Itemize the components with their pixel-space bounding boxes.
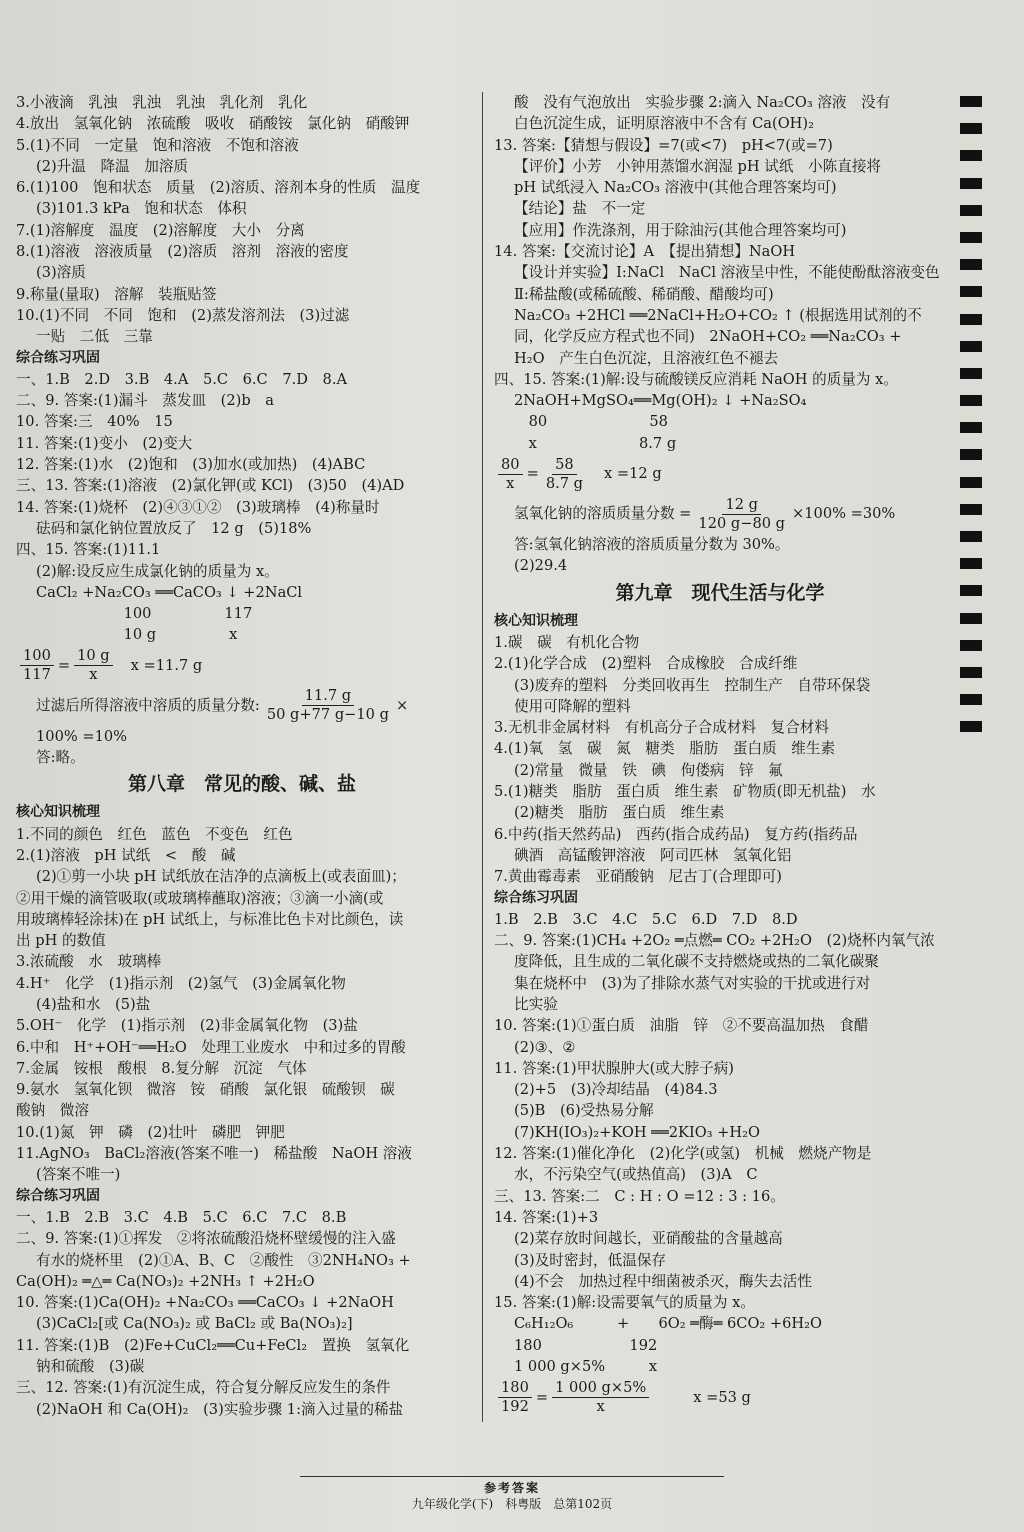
answer-line: 9.称量(量取) 溶解 装瓶贴签 (16, 285, 217, 303)
answer-line: 1.不同的颜色 红色 蓝色 不变色 红色 (16, 825, 293, 843)
answer-line: (2)③、② (514, 1038, 576, 1056)
answer-line: 1.碳 碳 有机化合物 (494, 633, 640, 651)
registration-mark (960, 667, 982, 678)
answer-line: 一贴 二低 三靠 (36, 328, 153, 346)
fraction-equation: $\frac{100}{117}$ = $\frac{10 g}{x}$ x =11.7 g (16, 646, 468, 686)
answer-line: 砝码和氯化钠位置放反了 12 g (5)18% (36, 519, 312, 537)
answer-line: 5.OH⁻ 化学 (1)指示剂 (2)非金属氧化物 (3)盐 (16, 1017, 358, 1035)
registration-mark (960, 531, 982, 542)
answer-line: (2)糖类 脂肪 蛋白质 维生素 (514, 804, 725, 822)
registration-mark (960, 341, 982, 352)
answer-line: 9.氨水 氢氧化钡 微溶 铵 硝酸 氯化银 硫酸钡 碳 (16, 1081, 395, 1099)
answer-line: 酸 没有气泡放出 实验步骤 2:滴入 Na₂CO₃ 溶液 没有 (514, 94, 891, 111)
answer-line: 6.中和 H⁺+OH⁻══H₂O 处理工业废水 中和过多的胃酸 (16, 1038, 406, 1056)
section-heading: 综合练习巩固 (16, 349, 100, 366)
answer-line: CaCl₂ +Na₂CO₃ ══CaCO₃ ↓ +2NaCl (36, 583, 303, 601)
answer-line: 用玻璃棒轻涂抹)在 pH 试纸上，与标准比色卡对比颜色，读 (16, 910, 404, 928)
answer-line: 7.金属 铵根 酸根 8.复分解 沉淀 气体 (16, 1059, 307, 1077)
answer-line: (3)及时密封，低温保存 (514, 1251, 667, 1269)
equation-result: x =11.7 g (130, 657, 203, 675)
registration-mark (960, 613, 982, 624)
answer-line: 度降低，且生成的二氧化碳不支持燃烧或热的二氧化碳聚 (514, 953, 879, 971)
answer-line: pH 试纸浸入 Na₂CO₃ 溶液中(其他合理答案均可) (514, 179, 837, 197)
answer-line: 7.黄曲霉毒素 亚硝酸钠 尼古丁(合理即可) (494, 868, 783, 886)
fraction-numerator: 180 (498, 1379, 532, 1398)
right-column (494, 92, 946, 1417)
answer-line: 1.B 2.B 3.C 4.C 5.C 6.D 7.D 8.D (494, 910, 798, 928)
answer-line: 一、1.B 2.B 3.C 4.B 5.C 6.C 7.C 8.B (16, 1208, 347, 1226)
answer-line: (答案不唯一) (36, 1166, 121, 1184)
fraction-numerator: 80 (498, 456, 523, 475)
answer-line: 三、12. 答案:(1)有沉淀生成，符合复分解反应发生的条件 (16, 1379, 391, 1397)
answer-line: 【评价】小芳 小钟用蒸馏水润湿 pH 试纸 小陈直接将 (514, 157, 882, 175)
registration-mark (960, 449, 982, 460)
answer-line: 【结论】盐 不一定 (514, 200, 646, 218)
answer-line: (2)+5 (3)冷却结晶 (4)84.3 (514, 1081, 718, 1099)
answer-line: (3)溶质 (36, 264, 86, 282)
fraction-numerator: 58 (552, 456, 577, 475)
registration-mark (960, 504, 982, 515)
chapter-title: 第九章 现代生活与化学 (615, 581, 825, 604)
registration-mark (960, 286, 982, 297)
registration-mark (960, 368, 982, 379)
left-column (16, 92, 468, 1420)
answer-line: 11. 答案:(1)变小 (2)变大 (16, 434, 193, 452)
answer-line: (3)废弃的塑料 分类回收再生 控制生产 自带环保袋 (514, 676, 871, 694)
answer-line: 3.浓硫酸 水 玻璃棒 (16, 953, 162, 971)
registration-mark (960, 585, 982, 596)
answer-line: 6.(1)100 饱和状态 质量 (2)溶质、溶剂本身的性质 温度 (16, 179, 421, 197)
answer-line: 集在烧杯中 (3)为了排除水蒸气对实验的干扰或进行对 (514, 974, 871, 992)
answer-line: 2NaOH+MgSO₄══Mg(OH)₂ ↓ +Na₂SO₄ (514, 392, 807, 410)
page-footer (0, 1480, 1024, 1512)
answer-line: (2)NaOH 和 Ca(OH)₂ (3)实验步骤 1:滴入过量的稀盐 (36, 1400, 404, 1418)
answer-line: 3.小液滴 乳浊 乳浊 乳浊 乳化剂 乳化 (16, 94, 308, 111)
fraction-denominator: x (89, 666, 98, 684)
answer-line: 有水的烧杯里 (2)①A、B、C ②酸性 ③2NH₄NO₃ + (36, 1251, 411, 1269)
fraction-denominator: 192 (501, 1397, 529, 1415)
answer-line: 10. 答案:(1)Ca(OH)₂ +Na₂CO₃ ══CaCO₃ ↓ +2NaOH (16, 1294, 394, 1312)
fraction-numerator: 100 (20, 647, 54, 666)
fraction-equation: $\frac{80}{x}$ = $\frac{58}{8.7 g}$ x =12 g (494, 454, 946, 494)
registration-mark (960, 477, 982, 488)
registration-mark (960, 123, 982, 134)
answer-line: (2)解:设反应生成氯化钠的质量为 x。 (36, 562, 279, 580)
answer-line: 一、1.B 2.D 3.B 4.A 5.C 6.C 7.D 8.A (16, 370, 347, 388)
fraction-equation: $\frac{180}{192}$ = $\frac{1 000 g\times 5\%}{x}$ x =53 g (494, 1377, 946, 1417)
fraction-equation (494, 494, 946, 534)
answer-line: 2.(1)溶液 pH 试纸 < 酸 碱 (16, 846, 236, 864)
registration-mark (960, 640, 982, 651)
answer-line: 14. 答案:(1)+3 (494, 1208, 599, 1226)
answer-line: 白色沉淀生成，证明原溶液中不含有 Ca(OH)₂ (514, 115, 814, 133)
answer-line: 180 192 (514, 1336, 658, 1354)
footer-title: 参考答案 (483, 1481, 540, 1495)
answer-line: Ⅱ:稀盐酸(或稀硫酸、稀硝酸、醋酸均可) (514, 285, 774, 303)
answer-line: 7.(1)溶解度 温度 (2)溶解度 大小 分离 (16, 221, 305, 239)
answer-line: 【设计并实验】Ⅰ:NaCl NaCl 溶液呈中性，不能使酚酞溶液变色 (514, 264, 940, 282)
answer-line: (3)101.3 kPa 饱和状态 体积 (36, 200, 247, 218)
registration-mark (960, 232, 982, 243)
equation-result: x =53 g (693, 1388, 751, 1406)
registration-mark (960, 259, 982, 270)
section-heading: 核心知识梳理 (16, 804, 100, 821)
answer-line: (2)常量 微量 铁 碘 佝偻病 锌 氟 (514, 761, 783, 779)
answer-line: 二、9. 答案:(1)①挥发 ②将浓硫酸沿烧杯壁缓慢的注入盛 (16, 1230, 396, 1248)
answer-line: 二、9. 答案:(1)漏斗 蒸发皿 (2)b a (16, 392, 274, 410)
answer-line: 比实验 (514, 995, 558, 1013)
answer-line: Ca(OH)₂ ═△═ Ca(NO₃)₂ +2NH₃ ↑ +2H₂O (16, 1272, 315, 1290)
answer-line: 【应用】作洗涤剂，用于除油污(其他合理答案均可) (514, 221, 847, 239)
answer-line: 12. 答案:(1)催化净化 (2)化学(或氢) 机械 燃烧产物是 (494, 1145, 872, 1163)
answer-line: (2)升温 降温 加溶质 (36, 157, 189, 175)
answer-line: Na₂CO₃ +2HCl ══2NaCl+H₂O+CO₂ ↑ (根据选用试剂的不 (514, 306, 922, 324)
equation-prefix: 过滤后所得溶液中溶质的质量分数: (36, 697, 260, 715)
answer-line: 8.(1)溶液 溶液质量 (2)溶质 溶剂 溶液的密度 (16, 243, 349, 261)
answer-line: 14. 答案:(1)烧杯 (2)④③①② (3)玻璃棒 (4)称量时 (16, 498, 380, 516)
answer-line: (4)不会 加热过程中细菌被杀灭，酶失去活性 (514, 1272, 812, 1290)
answer-line: 13. 答案:【猜想与假设】=7(或<7) pH<7(或=7) (494, 136, 833, 154)
answer-line: 10.(1)不同 不同 饱和 (2)蒸发溶剂法 (3)过滤 (16, 306, 350, 324)
registration-mark (960, 205, 982, 216)
registration-mark (960, 721, 982, 732)
registration-mark (960, 395, 982, 406)
column-divider (482, 92, 483, 1422)
section-heading: 综合练习巩固 (16, 1187, 100, 1204)
fraction-numerator: 1 000 g×5% (552, 1379, 649, 1398)
fraction-denominator: 120 g−80 g (698, 514, 786, 532)
answer-line: 4.放出 氢氧化钠 浓硫酸 吸收 硝酸铵 氯化钠 硝酸钾 (16, 115, 410, 133)
answer-line: 答:略。 (36, 749, 85, 767)
fraction-numerator: 12 g (722, 496, 761, 515)
registration-mark (960, 558, 982, 569)
registration-mark (960, 314, 982, 325)
answer-line: ②用干燥的滴管吸取(或玻璃棒蘸取)溶液；③滴一小滴(或 (16, 889, 384, 907)
footer-rule (300, 1476, 724, 1477)
answer-line: 二、9. 答案:(1)CH₄ +2O₂ ═点燃═ CO₂ +2H₂O (2)烧杯内氧气浓 (494, 932, 935, 950)
answer-line: x 8.7 g (514, 434, 677, 452)
answer-line: H₂O 产生白色沉淀，且溶液红色不褪去 (514, 349, 779, 367)
fraction-denominator: x (596, 1397, 605, 1415)
answer-line: (3)CaCl₂[或 Ca(NO₃)₂ 或 BaCl₂ 或 Ba(NO₃)₂] (36, 1315, 353, 1333)
answer-line: 10.(1)氮 钾 磷 (2)壮叶 磷肥 钾肥 (16, 1123, 285, 1141)
answer-line: 4.(1)氧 氢 碳 氮 糖类 脂肪 蛋白质 维生素 (494, 740, 836, 758)
footer-page-info: 九年级化学(下) 科粤版 总第102页 (411, 1497, 613, 1511)
fraction-denominator: 8.7 g (545, 474, 584, 492)
answer-line: 12. 答案:(1)水 (2)饱和 (3)加水(或加热) (4)ABC (16, 456, 366, 474)
answer-line: 10. 答案:(1)①蛋白质 油脂 锌 ②不要高温加热 食醋 (494, 1017, 869, 1035)
answer-line: (5)B (6)受热易分解 (514, 1102, 654, 1120)
fraction-numerator: 11.7 g (302, 687, 354, 706)
answer-line: 2.(1)化学合成 (2)塑料 合成橡胶 合成纤维 (494, 655, 798, 673)
answer-line: 三、13. 答案:二 C : H : O =12 : 3 : 16。 (494, 1187, 785, 1205)
answer-line: 5.(1)不同 一定量 饱和溶液 不饱和溶液 (16, 136, 299, 154)
fraction-denominator: x (506, 474, 515, 492)
answer-line: 三、13. 答案:(1)溶液 (2)氯化钾(或 KCl) (3)50 (4)AD (16, 477, 405, 495)
answer-line: 水，不污染空气(或热值高) (3)A C (514, 1166, 758, 1184)
fraction-denominator: 50 g+77 g−10 g (266, 706, 389, 724)
answer-line: 钠和硫酸 (3)碳 (36, 1358, 145, 1376)
answer-line: 10. 答案:三 40% 15 (16, 413, 173, 431)
answer-line: 酸钠 微溶 (16, 1102, 89, 1120)
answer-line: 四、15. 答案:(1)11.1 (16, 541, 161, 559)
answer-line: 3.无机非金属材料 有机高分子合成材料 复合材料 (494, 719, 829, 737)
answer-line: (2)①剪一小块 pH 试纸放在洁净的点滴板上(或表面皿)； (36, 868, 406, 886)
answer-line: 100 117 (36, 605, 253, 623)
answer-line: 4.H⁺ 化学 (1)指示剂 (2)氢气 (3)金属氧化物 (16, 974, 346, 992)
section-heading: 综合练习巩固 (494, 889, 578, 906)
answer-line: (4)盐和水 (5)盐 (36, 995, 151, 1013)
answer-line: 10 g x (36, 626, 238, 644)
answer-line: 使用可降解的塑料 (514, 697, 631, 715)
chapter-title: 第八章 常见的酸、碱、盐 (127, 773, 356, 796)
answer-line: 11. 答案:(1)甲状腺肿大(或大脖子病) (494, 1059, 734, 1077)
equation-suffix: × (395, 697, 409, 715)
answer-line: 11.AgNO₃ BaCl₂溶液(答案不唯一) 稀盐酸 NaOH 溶液 (16, 1145, 412, 1163)
answer-line: 80 58 (514, 413, 668, 431)
section-heading: 核心知识梳理 (494, 612, 578, 629)
answer-line: 14. 答案:【交流讨论】A 【提出猜想】NaOH (494, 243, 796, 261)
answer-line: (2)29.4 (514, 557, 568, 575)
registration-mark (960, 178, 982, 189)
equation-result: x =12 g (604, 465, 662, 483)
answer-line: 100% =10% (36, 727, 128, 745)
answer-line: 答:氢氧化钠溶液的溶质质量分数为 30%。 (514, 536, 790, 554)
registration-mark (960, 422, 982, 433)
answer-line: 11. 答案:(1)B (2)Fe+CuCl₂══Cu+FeCl₂ 置换 氢氧化 (16, 1336, 410, 1354)
answer-line: 同，化学反应方程式也不同) 2NaOH+CO₂ ══Na₂CO₃ + (514, 328, 902, 346)
registration-mark (960, 694, 982, 705)
answer-line: 6.中药(指天然药品) 西药(指合成药品) 复方药(指药品 (494, 825, 858, 843)
registration-marks (960, 96, 982, 749)
registration-mark (960, 96, 982, 107)
answer-line: (7)KH(IO₃)₂+KOH ══2KIO₃ +H₂O (514, 1123, 760, 1141)
answer-line: 四、15. 答案:(1)解:设与硫酸镁反应消耗 NaOH 的质量为 x。 (494, 370, 898, 388)
fraction-equation (16, 686, 468, 726)
equation-suffix: ×100% =30% (792, 505, 896, 523)
answer-line: C₆H₁₂O₆ + 6O₂ ═酶═ 6CO₂ +6H₂O (514, 1315, 822, 1333)
answer-line: 1 000 g×5% x (514, 1358, 658, 1376)
fraction-denominator: 117 (23, 666, 51, 684)
answer-line: 15. 答案:(1)解:设需要氧气的质量为 x。 (494, 1294, 755, 1312)
answer-line: 出 pH 的数值 (16, 932, 106, 950)
answer-line: (2)菜存放时间越长，亚硝酸盐的含量越高 (514, 1230, 783, 1248)
answer-line: 碘酒 高锰酸钾溶液 阿司匹林 氢氧化铝 (514, 846, 792, 864)
equation-prefix: 氢氧化钠的溶质质量分数 = (514, 505, 692, 523)
answer-line: 5.(1)糖类 脂肪 蛋白质 维生素 矿物质(即无机盐) 水 (494, 783, 876, 801)
fraction-numerator: 10 g (74, 647, 113, 666)
registration-mark (960, 150, 982, 161)
